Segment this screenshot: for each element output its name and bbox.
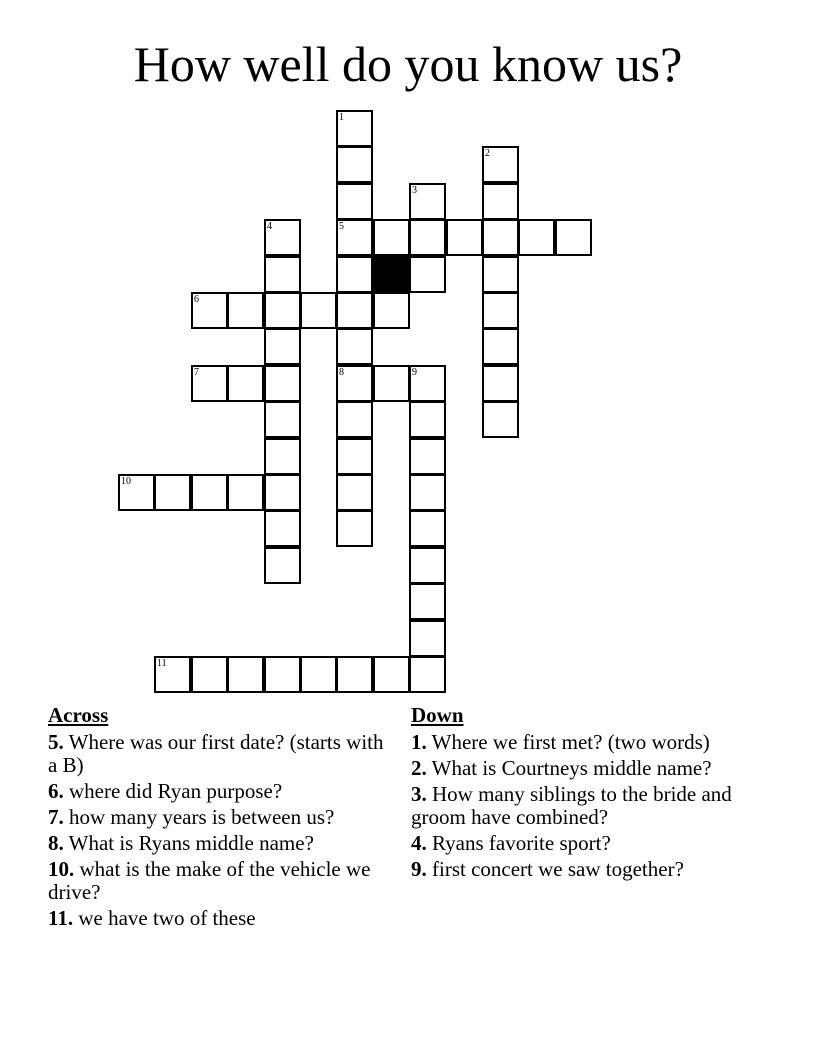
grid-cell[interactable] (409, 510, 446, 547)
clue-item-text: first concert we saw together? (426, 857, 684, 881)
grid-cell[interactable] (409, 620, 446, 657)
grid-cell[interactable] (300, 656, 337, 693)
grid-cell[interactable] (336, 110, 373, 147)
clue-item (48, 858, 393, 904)
grid-cell[interactable] (336, 328, 373, 365)
grid-cell[interactable] (482, 401, 519, 438)
grid-cell[interactable] (264, 474, 301, 511)
grid-cell[interactable] (227, 292, 264, 329)
clue-item (411, 858, 756, 881)
grid-cell[interactable] (191, 474, 228, 511)
grid-cell[interactable] (336, 656, 373, 693)
clue-number: 9 (412, 367, 417, 378)
clue-item-text: we have two of these (73, 906, 256, 930)
grid-cell[interactable] (482, 256, 519, 293)
grid-cell[interactable] (191, 292, 228, 329)
grid-cell[interactable] (264, 219, 301, 256)
grid-cell[interactable] (409, 583, 446, 620)
grid-cell[interactable] (409, 401, 446, 438)
clue-number: 3 (412, 185, 417, 196)
grid-cell[interactable] (555, 219, 592, 256)
grid-cell[interactable] (373, 656, 410, 693)
clue-number: 7 (194, 367, 199, 378)
clue-item (48, 907, 393, 930)
puzzle-title: How well do you know us? (133, 36, 683, 92)
clue-number: 4 (267, 221, 272, 232)
clue-item (48, 731, 393, 777)
across-clue-list (48, 731, 393, 930)
clue-item (411, 757, 756, 780)
grid-cell[interactable] (482, 328, 519, 365)
clue-item-number: 4. (411, 831, 427, 855)
grid-cell[interactable] (336, 183, 373, 220)
grid-cell[interactable] (446, 219, 483, 256)
across-clues (48, 703, 393, 933)
grid-cell[interactable] (482, 146, 519, 183)
clue-item-number: 1. (411, 730, 427, 754)
clue-item-text: what is the make of the vehicle we drive? (48, 857, 371, 904)
clue-number: 5 (339, 221, 344, 232)
grid-cell[interactable] (264, 510, 301, 547)
grid-cell[interactable] (373, 219, 410, 256)
grid-cell[interactable] (409, 438, 446, 475)
down-clues (411, 703, 756, 884)
grid-cell[interactable] (409, 219, 446, 256)
grid-cell[interactable] (409, 256, 446, 293)
grid-cell[interactable] (154, 656, 191, 693)
grid-cell[interactable] (482, 292, 519, 329)
grid-cell[interactable] (336, 292, 373, 329)
grid-cell[interactable] (409, 365, 446, 402)
grid-cell[interactable] (336, 510, 373, 547)
grid-cell[interactable] (518, 219, 555, 256)
grid-cell[interactable] (373, 365, 410, 402)
grid-cell[interactable] (482, 219, 519, 256)
grid-cell[interactable] (409, 547, 446, 584)
clue-item-number: 3. (411, 782, 427, 806)
down-heading: Down (411, 703, 464, 727)
grid-cell[interactable] (264, 292, 301, 329)
grid-cell[interactable] (482, 365, 519, 402)
black-square (373, 256, 410, 293)
grid-cell[interactable] (264, 365, 301, 402)
down-clue-list (411, 731, 756, 881)
clue-item (411, 783, 756, 829)
clue-number: 11 (157, 658, 167, 669)
clue-number: 6 (194, 294, 199, 305)
clue-item (411, 731, 756, 754)
clue-number: 8 (339, 367, 344, 378)
clue-item-text: How many siblings to the bride and groom have combined? (411, 782, 732, 829)
clue-item-number: 6. (48, 779, 64, 803)
clue-item-number: 10. (48, 857, 75, 881)
clue-item-text: how many years is between us? (63, 805, 335, 829)
clue-item (48, 832, 393, 855)
clue-item (48, 780, 393, 803)
clue-item-number: 7. (48, 805, 64, 829)
clue-item-text: where did Ryan purpose? (63, 779, 283, 803)
grid-cell[interactable] (191, 656, 228, 693)
grid-cell[interactable] (409, 474, 446, 511)
clue-item-number: 11. (48, 906, 74, 930)
grid-cell[interactable] (336, 256, 373, 293)
clue-item (48, 806, 393, 829)
grid-cell[interactable] (227, 656, 264, 693)
grid-cell[interactable] (264, 547, 301, 584)
grid-cell[interactable] (118, 474, 155, 511)
clue-item-text: What is Ryans middle name? (63, 831, 314, 855)
clue-item-text: Where was our first date? (starts with a B) (48, 730, 384, 777)
grid-cell[interactable] (336, 219, 373, 256)
clue-item-number: 2. (411, 756, 427, 780)
clue-item-text: Ryans favorite sport? (426, 831, 611, 855)
grid-cell[interactable] (409, 183, 446, 220)
grid-cell[interactable] (336, 146, 373, 183)
grid-cell[interactable] (227, 474, 264, 511)
clue-item-number: 8. (48, 831, 64, 855)
clue-item-text: Where we first met? (two words) (426, 730, 710, 754)
grid-cell[interactable] (336, 365, 373, 402)
grid-cell[interactable] (264, 256, 301, 293)
across-heading: Across (48, 703, 109, 727)
clue-item-number: 5. (48, 730, 64, 754)
grid-cell[interactable] (264, 401, 301, 438)
grid-cell[interactable] (154, 474, 191, 511)
grid-cell[interactable] (300, 292, 337, 329)
grid-cell[interactable] (264, 656, 301, 693)
grid-cell[interactable] (409, 656, 446, 693)
grid-cell[interactable] (373, 292, 410, 329)
grid-cell[interactable] (227, 365, 264, 402)
grid-cell[interactable] (264, 328, 301, 365)
clue-number: 10 (121, 476, 131, 487)
grid-cell[interactable] (336, 438, 373, 475)
clue-number: 1 (339, 112, 344, 123)
clue-number: 2 (485, 148, 490, 159)
grid-cell[interactable] (482, 183, 519, 220)
grid-cell[interactable] (264, 438, 301, 475)
clue-item-text: What is Courtneys middle name? (426, 756, 712, 780)
grid-cell[interactable] (336, 474, 373, 511)
grid-cell[interactable] (191, 365, 228, 402)
clue-item (411, 832, 756, 855)
clue-item-number: 9. (411, 857, 427, 881)
grid-cell[interactable] (336, 401, 373, 438)
